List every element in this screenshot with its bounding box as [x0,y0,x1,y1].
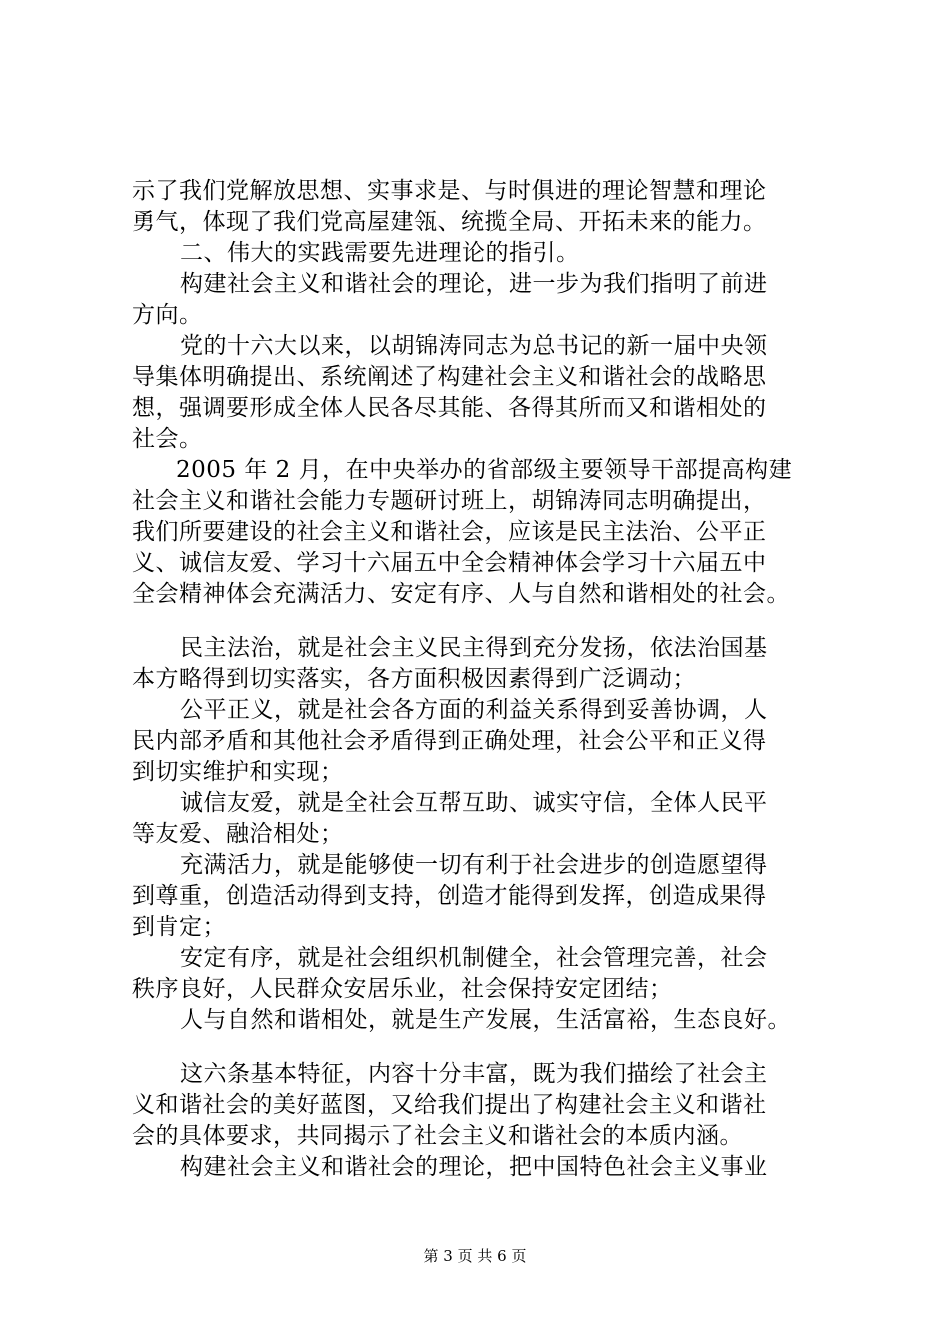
text-line: 我们所要建设的社会主义和谐社会，应该是民主法治、公平正 [132,519,767,545]
text-line: 到尊重，创造活动得到支持，创造才能得到发挥，创造成果得 [132,883,767,909]
text-line: 方向。 [132,302,203,328]
text-line: 义和谐社会的美好蓝图，又给我们提出了构建社会主义和谐社 [132,1092,767,1118]
text-line: 示了我们党解放思想、实事求是、与时俱进的理论智慧和理论 [132,178,767,204]
text-line: 构建社会主义和谐社会的理论，进一步为我们指明了前进 [180,271,768,297]
section-heading: 二、伟大的实践需要先进理论的指引。 [180,240,580,266]
text-line: 充满活力，就是能够使一切有利于社会进步的创造愿望得 [180,852,768,878]
text-line: 本方略得到切实落实，各方面积极因素得到广泛调动； [132,666,696,692]
text-line: 勇气，体现了我们党高屋建瓴、统揽全局、开拓未来的能力。 [132,209,767,235]
text-line: 导集体明确提出、系统阐述了构建社会主义和谐社会的战略思 [132,364,767,390]
text-line: 构建社会主义和谐社会的理论，把中国特色社会主义事业 [180,1154,768,1180]
text-line: 社会。 [132,426,203,452]
text-line: 人与自然和谐相处，就是生产发展，生活富裕，生态良好。 [180,1007,791,1033]
text-line: 到切实维护和实现； [132,759,344,785]
text-line: 会的具体要求，共同揭示了社会主义和谐社会的本质内涵。 [132,1123,743,1149]
text-line: 党的十六大以来，以胡锦涛同志为总书记的新一届中央领 [180,333,768,359]
text-line: 想，强调要形成全体人民各尽其能、各得其所而又和谐相处的 [132,395,767,421]
text-line: 公平正义，就是社会各方面的利益关系得到妥善协调，人 [180,697,768,723]
text-line: 社会主义和谐社会能力专题研讨班上，胡锦涛同志明确提出， [132,488,767,514]
text-line: 民内部矛盾和其他社会矛盾得到正确处理，社会公平和正义得 [132,728,767,754]
text-line: 这六条基本特征，内容十分丰富，既为我们描绘了社会主 [180,1061,768,1087]
text-line: 民主法治，就是社会主义民主得到充分发扬，依法治国基 [180,635,768,661]
text-line: 安定有序，就是社会组织机制健全，社会管理完善，社会 [180,945,768,971]
page-footer: 第 3 页 共 6 页 [423,1247,527,1265]
text-line: 秩序良好，人民群众安居乐业，社会保持安定团结； [132,976,673,1002]
text-line: 全会精神体会充满活力、安定有序、人与自然和谐相处的社会。 [132,581,790,607]
text-line: 等友爱、融洽相处； [132,821,344,847]
text-line: 到肯定； [132,914,226,940]
text-line: 诚信友爱，就是全社会互帮互助、诚实守信，全体人民平 [180,790,768,816]
text-line: 义、诚信友爱、学习十六届五中全会精神体会学习十六届五中 [132,550,767,576]
text-line: 2005 年 2 月，在中央举办的省部级主要领导干部提高构建 [176,457,793,483]
